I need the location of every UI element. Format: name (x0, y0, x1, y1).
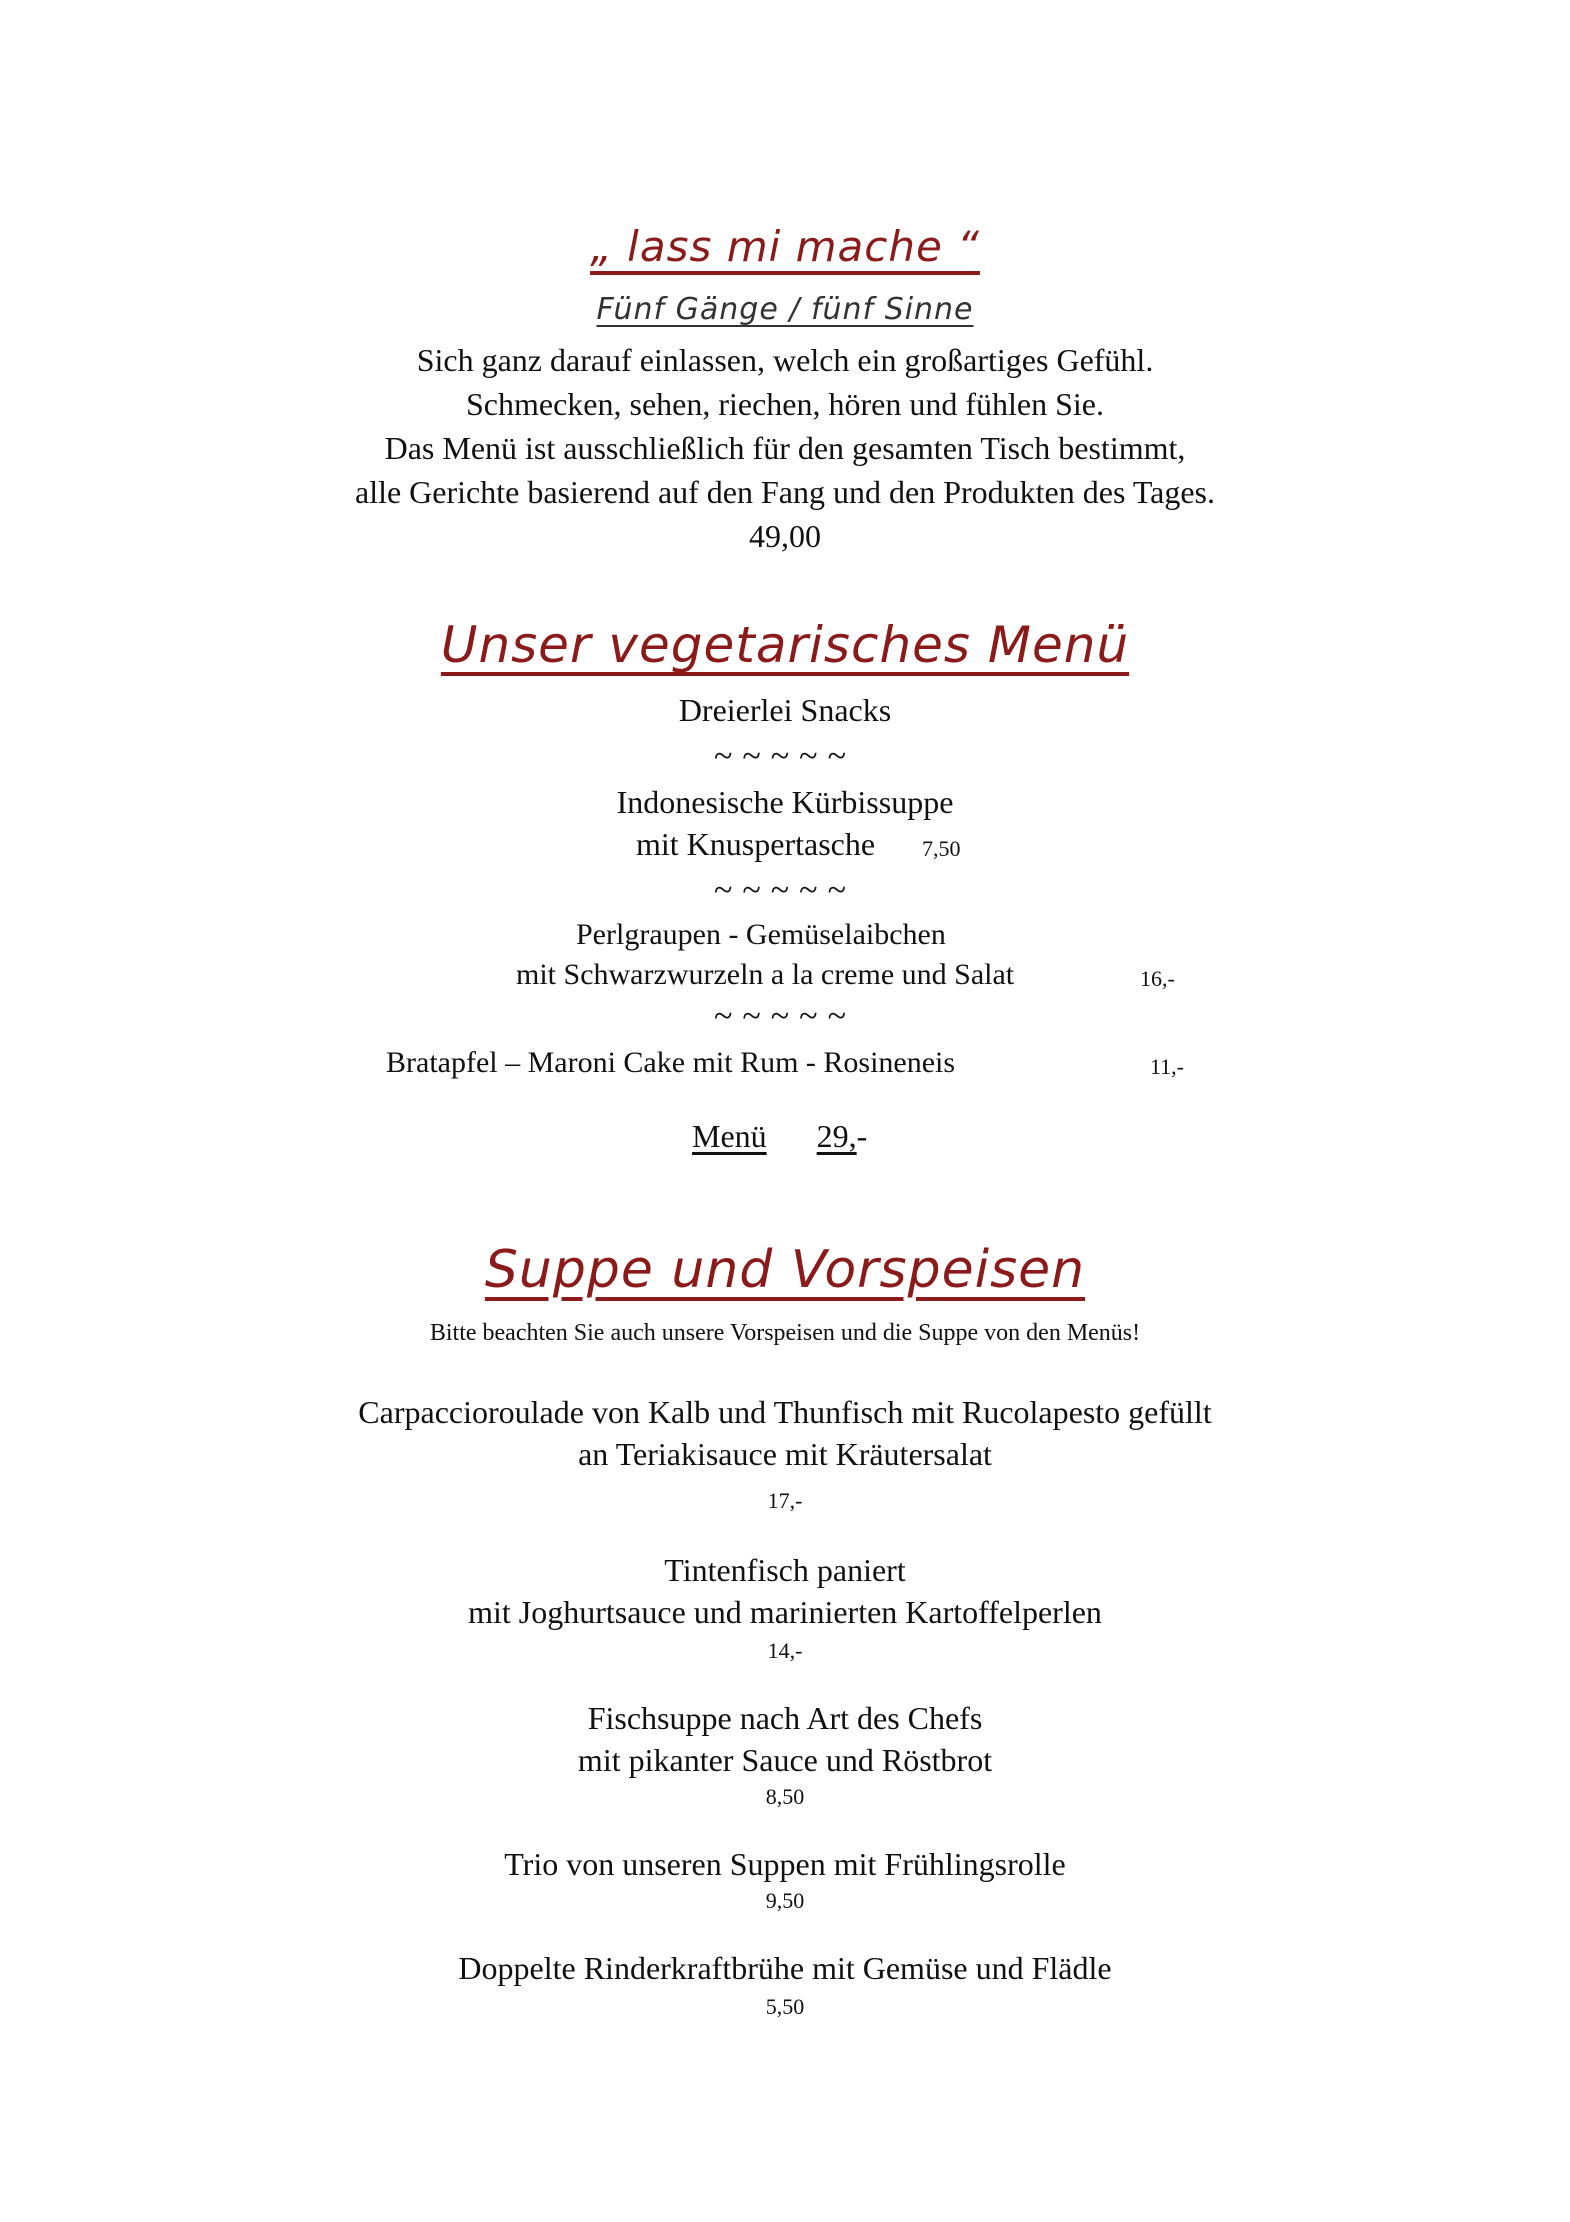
course-main-line2: mit Schwarzwurzeln a la creme und Salat (516, 958, 1015, 991)
course-soup-line2: mit Knuspertasche (636, 826, 876, 862)
menu-total-price: 29, (816, 1118, 857, 1154)
course-separator: ~~~~~ (714, 998, 856, 1035)
dish-price: 8,50 (765, 1784, 805, 1809)
intro-line: Sich ganz darauf einlassen, welch ein großartiges Gefühl. (416, 342, 1154, 378)
dish-line2: mit Joghurtsauce und marinierten Kartoffelperlen (468, 1594, 1102, 1630)
dish-line1: Tintenfisch paniert (664, 1552, 906, 1588)
course-separator: ~~~~~ (714, 738, 856, 775)
section-title-soups-starters: Suppe und Vorspeisen (484, 1240, 1086, 1300)
section-subtitle: Fünf Gänge / fünf Sinne (596, 292, 974, 327)
section-title-vegetarian: Unser vegetarisches Menü (440, 616, 1130, 674)
course-main-line1: Perlgraupen - Gemüselaibchen (576, 918, 946, 951)
intro-line: Das Menü ist ausschließlich für den gesamten Tisch bestimmt, (384, 430, 1186, 466)
dish-price: 5,50 (765, 1994, 805, 2019)
dish-price: 9,50 (765, 1888, 805, 1913)
dish-line2: mit pikanter Sauce und Röstbrot (577, 1742, 993, 1778)
dish-line1: Trio von unseren Suppen mit Frühlingsrolle (504, 1846, 1066, 1882)
course-separator: ~~~~~ (714, 872, 856, 909)
course-dessert-price: 11,- (1150, 1054, 1185, 1079)
menu-total (692, 1118, 867, 1155)
menu-total-label: Menü (692, 1118, 767, 1154)
course-dessert: Bratapfel – Maroni Cake mit Rum - Rosineneis (386, 1046, 956, 1079)
dish-line1: Carpaccioroulade von Kalb und Thunfisch mit Rucolapesto gefüllt (358, 1394, 1212, 1430)
dish-line1: Doppelte Rinderkraftbrühe mit Gemüse und Flädle (458, 1950, 1112, 1986)
dish-line2: an Teriakisauce mit Kräutersalat (578, 1436, 992, 1472)
course-soup-line1: Indonesische Kürbissuppe (616, 784, 954, 820)
section-note: Bitte beachten Sie auch unsere Vorspeisen und die Suppe von den Menüs! (429, 1320, 1141, 1346)
dish-line1: Fischsuppe nach Art des Chefs (587, 1700, 983, 1736)
intro-line: Schmecken, sehen, riechen, hören und fühlen Sie. (465, 386, 1104, 422)
section-title-lass-mi-mache: „ lass mi mache “ (590, 222, 980, 271)
course-soup-price: 7,50 (922, 836, 961, 861)
menu-price: 49,00 (749, 518, 821, 554)
intro-line: alle Gerichte basierend auf den Fang und den Produkten des Tages. (354, 474, 1215, 510)
course-snacks: Dreierlei Snacks (678, 692, 892, 728)
course-main-price: 16,- (1140, 966, 1175, 991)
dish-price: 14,- (767, 1638, 803, 1663)
dish-price: 17,- (767, 1488, 803, 1513)
menu-total-price-suffix: - (856, 1118, 868, 1154)
